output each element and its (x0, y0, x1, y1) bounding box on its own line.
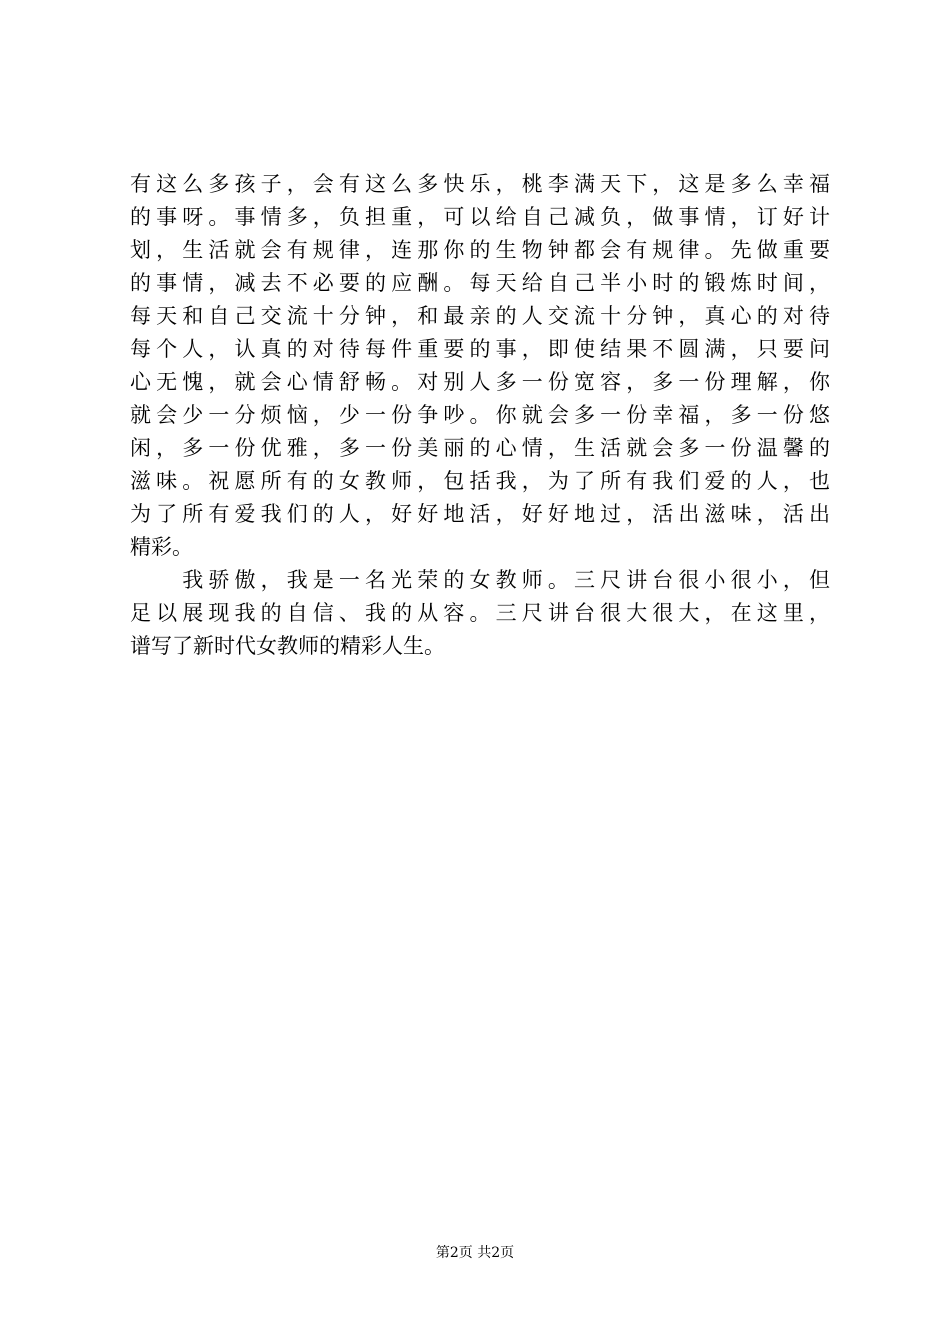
page-footer (0, 1243, 950, 1263)
text-line: 每天和自己交流十分钟，和最亲的人交流十分钟，真心的对待 (130, 304, 830, 328)
text-line: 我骄傲，我是一名光荣的女教师。三尺讲台很小很小，但 (130, 568, 830, 592)
text-line: 每个人，认真的对待每件重要的事，即使结果不圆满，只要问 (130, 337, 830, 361)
text-line: 的事情，减去不必要的应酬。每天给自己半小时的锻炼时间， (130, 271, 830, 295)
paragraph-1 (130, 168, 830, 564)
text-line: 为了所有爱我们的人，好好地活，好好地过，活出滋味，活出 (130, 502, 830, 526)
text-line: 闲，多一份优雅，多一份美丽的心情，生活就会多一份温馨的 (130, 436, 830, 460)
text-line: 精彩。 (130, 535, 193, 559)
text-line: 有这么多孩子，会有这么多快乐，桃李满天下，这是多么幸福 (130, 172, 830, 196)
text-line: 就会少一分烦恼，少一份争吵。你就会多一份幸福，多一份悠 (130, 403, 830, 427)
text-line: 滋味。祝愿所有的女教师，包括我，为了所有我们爱的人，也 (130, 469, 830, 493)
text-line: 划，生活就会有规律，连那你的生物钟都会有规律。先做重要 (130, 238, 830, 262)
text-line: 心无愧，就会心情舒畅。对别人多一份宽容，多一份理解，你 (130, 370, 830, 394)
page-number-label: 第2页 共2页 (435, 1245, 515, 1261)
text-line: 足以展现我的自信、我的从容。三尺讲台很大很大，在这里， (130, 601, 830, 625)
body-text (130, 168, 830, 663)
text-line: 谱写了新时代女教师的精彩人生。 (130, 634, 445, 658)
paragraph-2 (130, 564, 830, 663)
text-line: 的事呀。事情多，负担重，可以给自己减负，做事情，订好计 (130, 205, 830, 229)
